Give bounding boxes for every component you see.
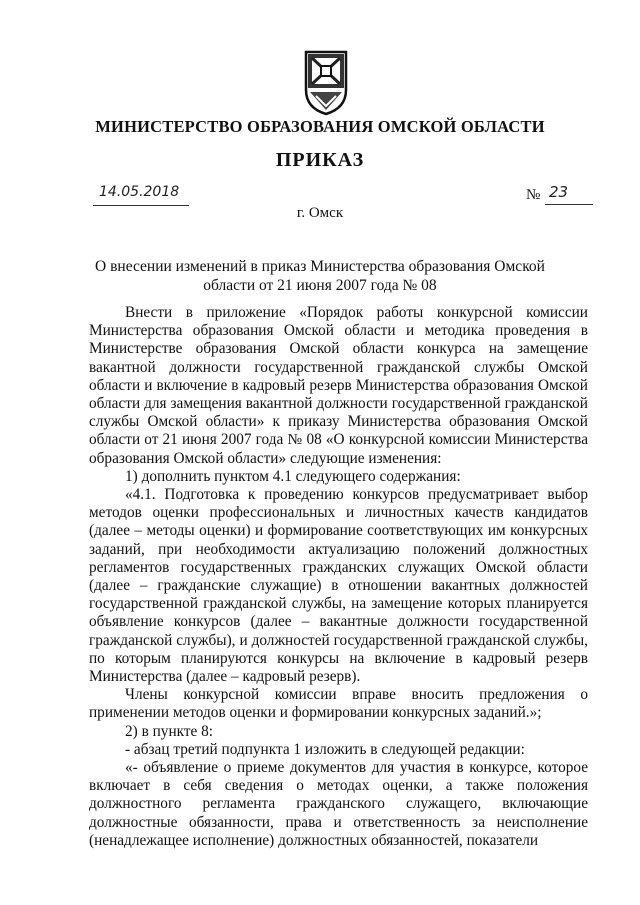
coat-of-arms-icon (302, 48, 350, 118)
document-date: 14.05.2018 (93, 181, 189, 206)
document-type: ПРИКАЗ (275, 149, 365, 171)
paragraph: Члены конкурсной комиссии вправе вносить предложения о применении методов оценки и формировании конкурсных заданий.»; (89, 686, 588, 722)
paragraph: 2) в пункте 8: (125, 722, 214, 740)
paragraph: «- объявление о приеме документов для участия в конкурсе, которое включает в себя сведения о методах оценки, а также положения должностного регламента гражданского служащего, включающие должностные обязанности, права и ответственность за неисполнение (ненадлежащее исполнение) должностных обязанностей, показатели (89, 759, 588, 849)
paragraph: - абзац третий подпункта 1 изложить в следующей редакции: (125, 740, 525, 758)
city: г. Омск (296, 205, 344, 221)
number-label: № (526, 187, 541, 203)
document-number: 23 (545, 181, 593, 205)
document-subject: О внесении изменений в приказ Министерства образования Омской области от 21 июня 2007 года № 08 (95, 258, 545, 294)
paragraph: 1) дополнить пунктом 4.1 следующего содержания: (125, 467, 461, 485)
ministry-name: МИНИСТЕРСТВО ОБРАЗОВАНИЯ ОМСКОЙ ОБЛАСТИ (95, 117, 545, 136)
paragraph: «4.1. Подготовка к проведению конкурсов предусматривает выбор методов оценки профессиональных и личностных качеств кандидатов (далее – методы оценки) и формирование соответствующих им конкурсных заданий, при необходимости актуализацию положений должностных регламентов государственных гражданских служащих Омской области (далее – гражданские служащие) в отношении вакантных должностей государственной гражданской службы, на замещение которых планируется объявление конкурсов (далее – вакантные должности государственной гражданской службы), и должностей государственной гражданской службы, по которым планируются конкурсы на включение в кадровый резерв Министерства (далее – кадровый резерв). (89, 486, 588, 686)
document-body (89, 304, 588, 850)
paragraph: Внести в приложение «Порядок работы конкурсной комиссии Министерства образования Омской области и методика проведения в Министерстве образования Омской области конкурса на замещение вакантной должности государственной гражданской службы Омской области и включение в кадровый резерв Министерства образования Омской области для замещения вакантной должности государственной гражданской службы Омской области» к приказу Министерства образования Омской области от 21 июня 2007 года № 08 «О конкурсной комиссии Министерства образования Омской области» следующие изменения: (89, 304, 588, 467)
